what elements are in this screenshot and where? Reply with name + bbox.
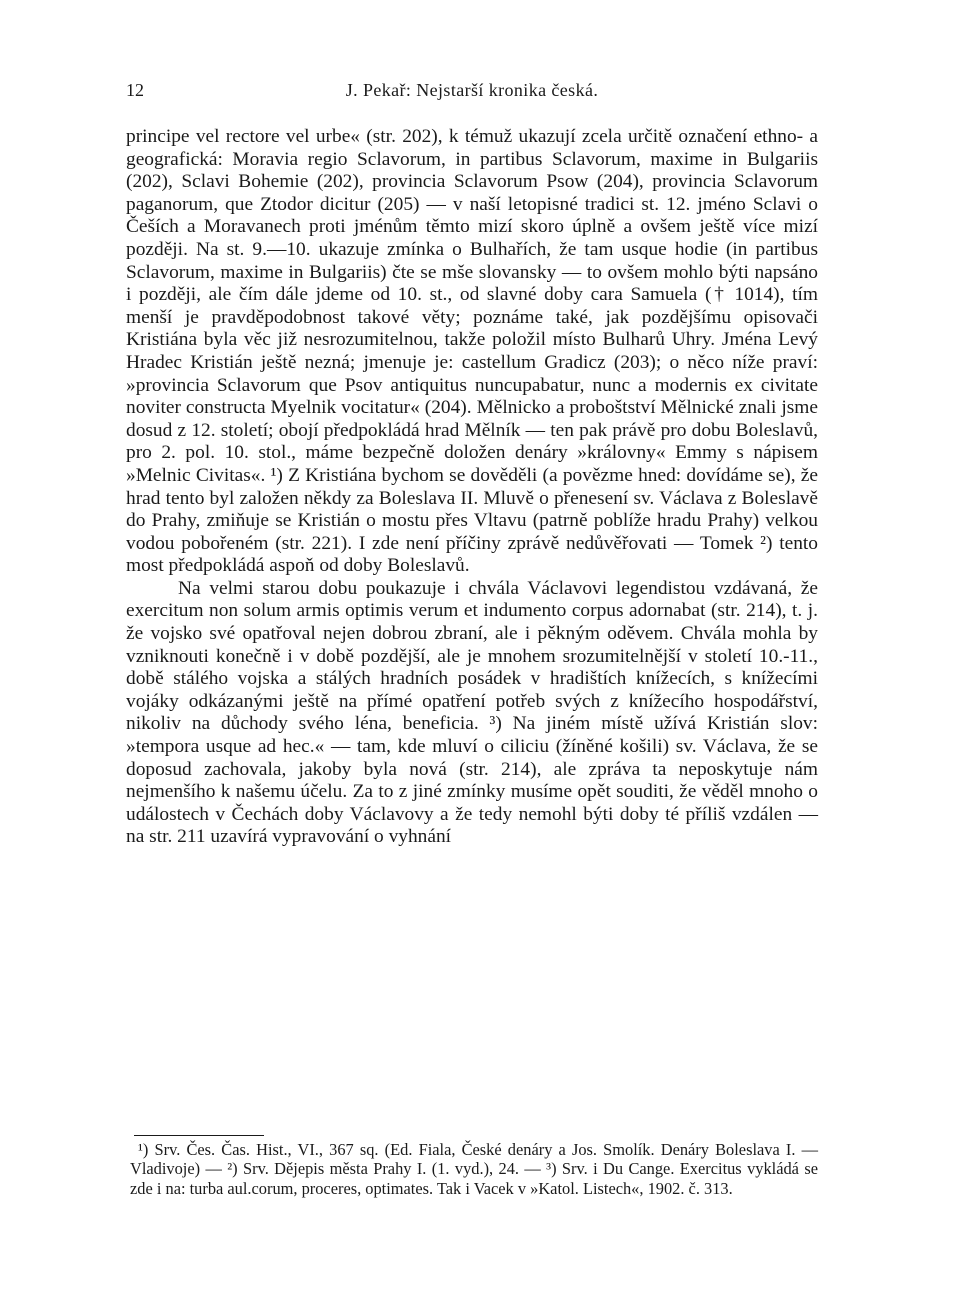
footnotes [130,1140,818,1198]
paragraph: principe vel rectore vel urbe« (str. 202), k témuž ukazují zcela určitě označení ethno- a geografická: Moravia regio Sclavorum, in partibus Sclavorum, maxime in Bulgariis (202), Sclavi Bohemie (202), provincia Sclavorum Psow (204), provincia Sclavorum paganorum, que Ztodor dicitur (205) — v naší letopisné tradici st. 12. jméno Sclavi o Češích a Moravanech proti jménům těmto mizí skoro úplně a ovšem ještě více mizí později. Na st. 9.—10. ukazuje zmínka o Bulhařích, že tam usque hodie (in partibus Sclavorum, maxime in Bulgariis) čte se mše slovansky — to ovšem mohlo býti napsáno i později, ale čím dále jdeme od 10. st., od slavné doby cara Samuela († 1014), tím menší je pravděpodobnost takové věty; poznáme také, jak pozdějšímu opisovači Kristiána byla věc již nesrozumitelnou, takže položil místo Bulharů Uhry. Jména Levý Hradec Kristián ještě nezná; jmenuje je: castellum Gradicz (203); o něco níže praví: »provincia Sclavorum que Psov antiquitus nuncupabatur, nunc a modernis ex civitate noviter constructa Myelnik vocitatur« (204). Mělnicko a proboštství Mělnické znali jsme dosud z 12. století; obojí předpokládá hrad Mělník — ten pak právě pro dobu Boleslavů, pro 2. pol. 10. stol., máme bezpečně doložen denáry »královny« Emmy s nápisem »Melnic Civitas«. ¹) Z Kristiána bychom se dověděli (a povězme hned: dovídáme se), že hrad tento byl založen někdy za Boleslava II. Mluvě o přenesení sv. Václava z Boleslavě do Prahy, zmiňuje se Kristián o mostu přes Vltavu (patrně poblíže hradu Prahy) velkou vodou pobořeném (str. 221). I zde není příčiny zprávě nedůvěřovati — Tomek ²) tento most předpokládá aspoň od doby Boleslavů. [126,126,818,577]
page-header [126,80,818,106]
paragraph: Na velmi starou dobu poukazuje i chvála Václavovi legendistou vzdávaná, že exercitum non solum armis optimis verum et indumento corpus adornabat (str. 214), t. j. že vojsko své opatřoval nejen dobrou zbraní, ale i pěkným oděvem. Chvála mohla by vzniknouti konečně i v době pozdější, ale je mnohem srozumitelnější v století 10.-11., době stálého vojska a stálých hradních posádek v hradištích knížecích, s knížecími vojáky odkázanými ještě na přímé opatření potřeb svých z knížecího hospodářství, nikoliv na důchody svého léna, beneficia. ³) Na jiném místě užívá Kristián slov: »tempora usque ad hec.« — tam, kde mluví o ciliciu (žíněné košili) sv. Václava, že se doposud zachovala, jakoby byla nová (str. 214), ale zpráva ta neposkytuje nám nejmenšího k našemu účelu. Za to z jiné zmínky musíme opět souditi, že věděl mnoho o událostech v Čechách doby Václavovy a že tedy nemohl býti doby té příliš vzdálen — na str. 211 uzavírá vypravování o vyhnání [126,577,818,848]
footnote-rule [134,1135,264,1136]
main-text [126,126,818,849]
footnote-text: ¹) Srv. Čes. Čas. Hist., VI., 367 sq. (Ed. Fiala, České denáry a Jos. Smolík. Denáry Boleslava I. — Vladivoje) — ²) Srv. Dějepis města Prahy I. (1. vyd.), 24. — ³) Srv. i Du Cange. Exercitus vykládá se zde i na: turba aul.corum, proceres, optimates. Tak i Vacek v »Katol. Listech«, 1902. č. 313. [130,1140,818,1198]
running-title: J. Pekař: Nejstarší kronika česká. [345,80,599,100]
page-number: 12 [126,80,144,100]
